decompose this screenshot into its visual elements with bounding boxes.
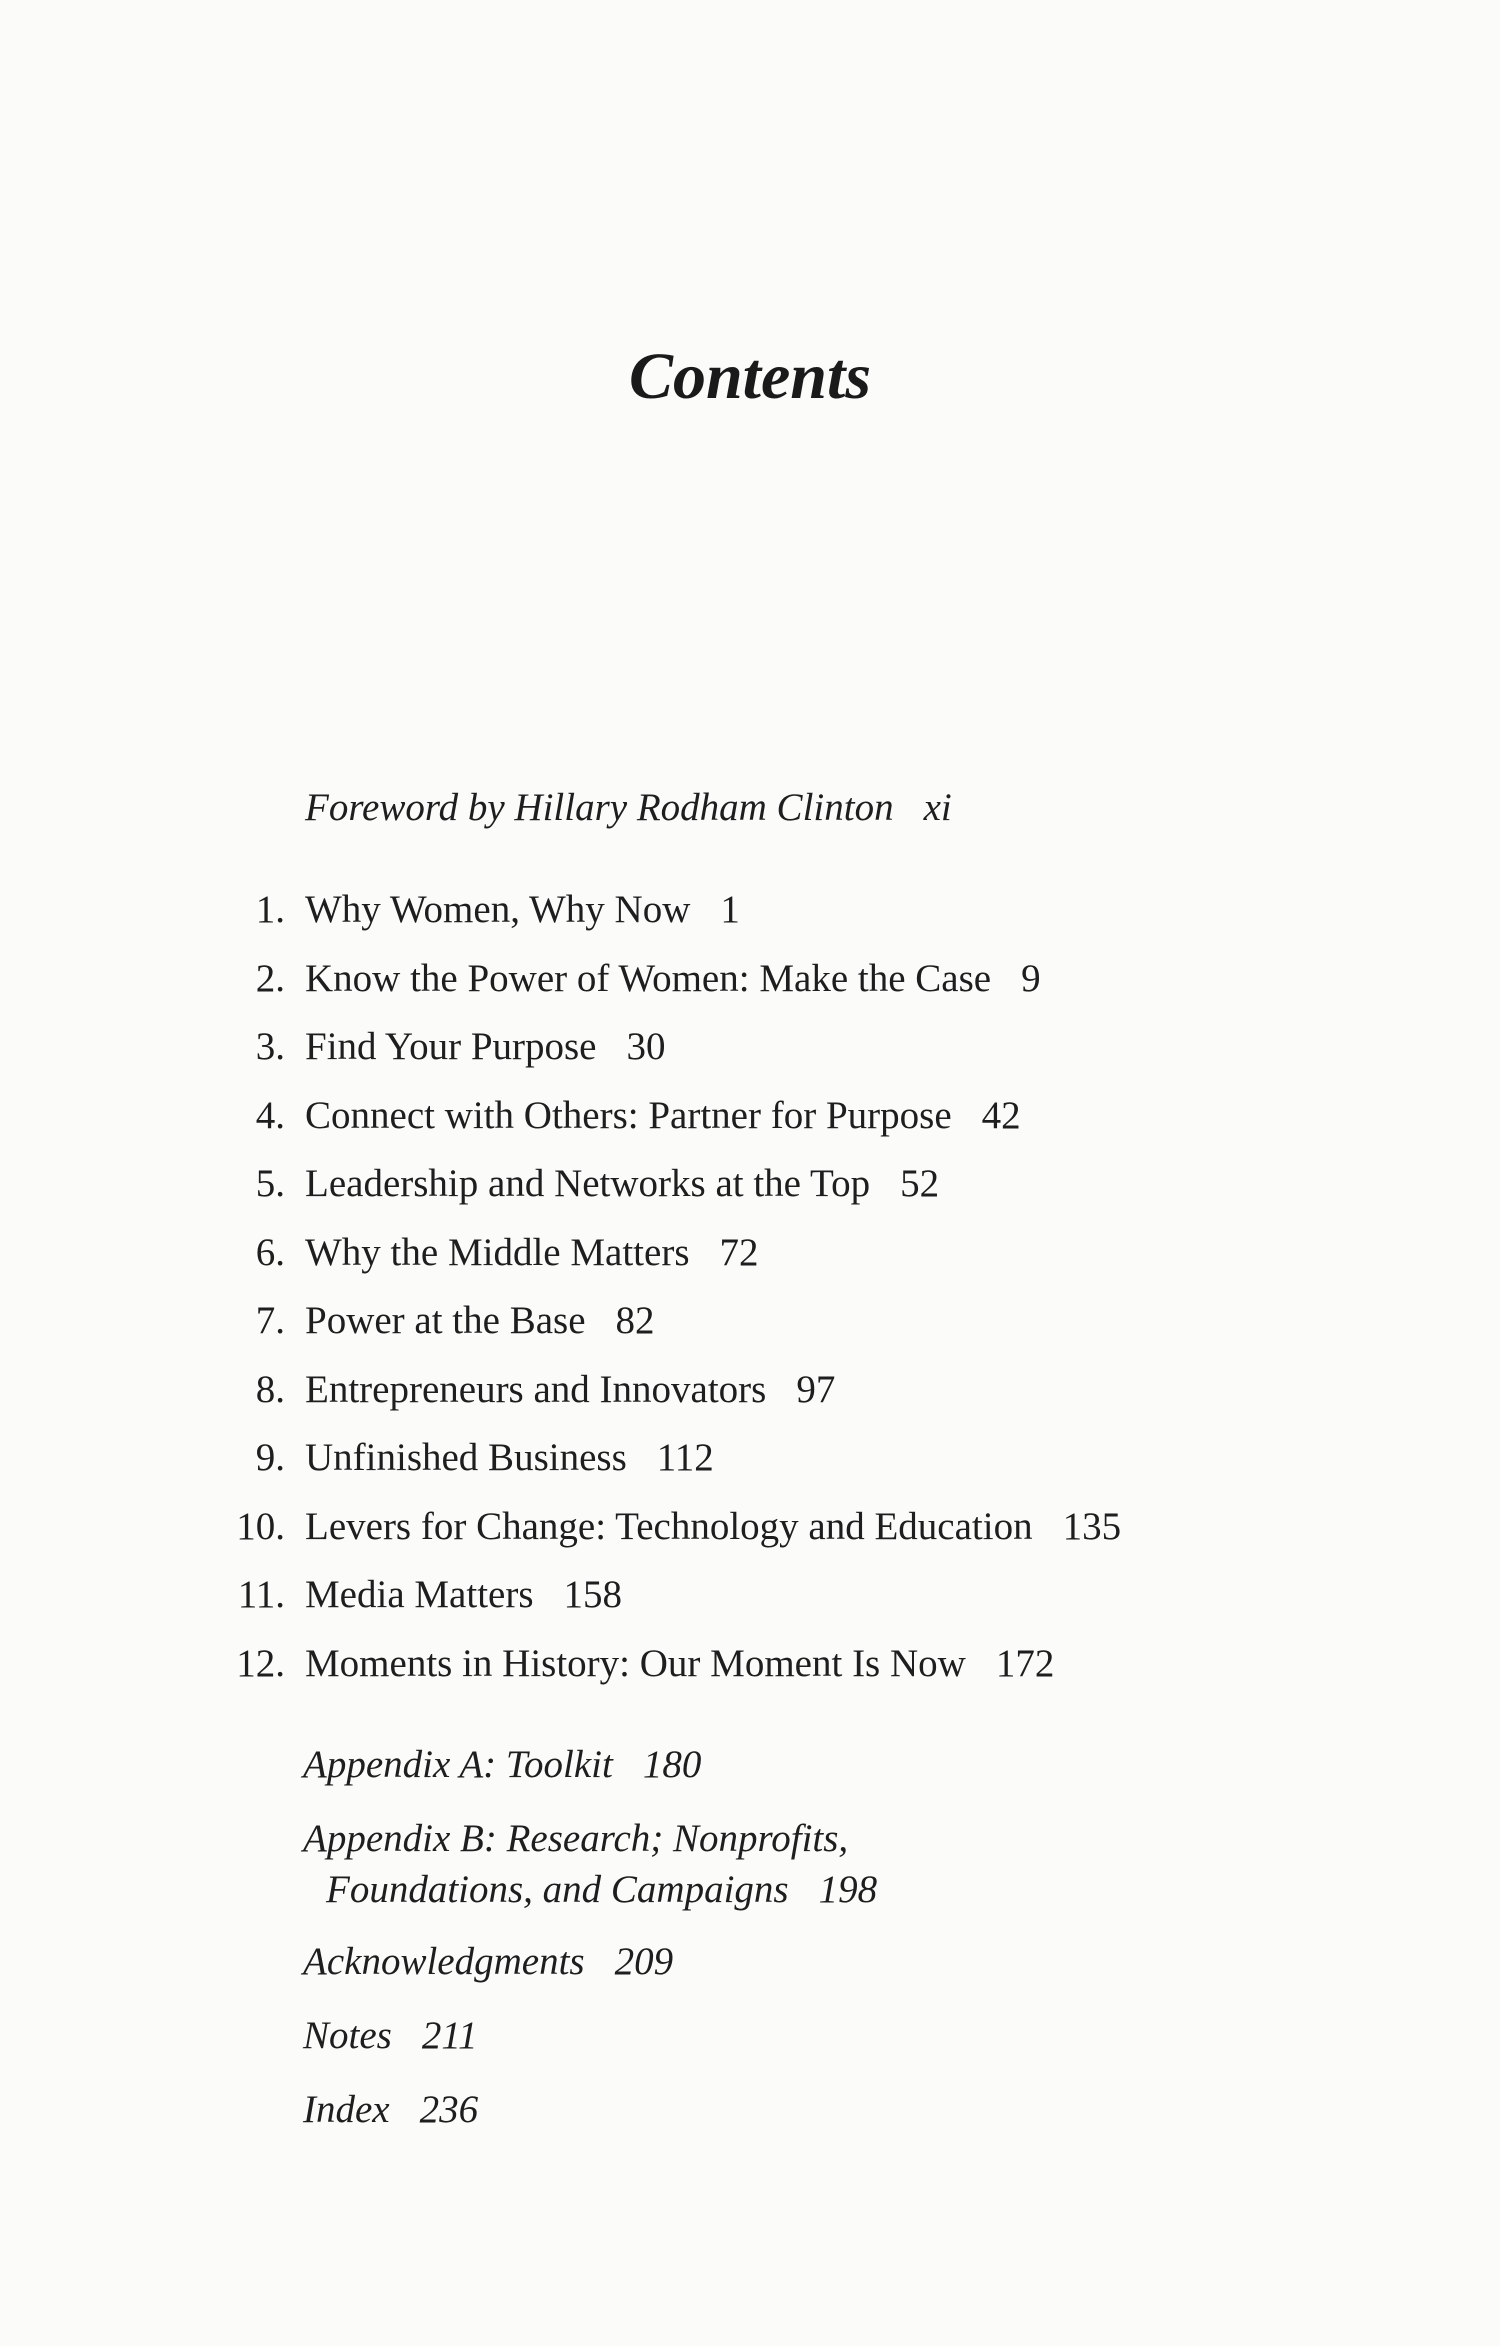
chapter-title: Moments in History: Our Moment Is Now	[305, 1641, 966, 1685]
chapter-number: 12.	[236, 1641, 285, 1685]
chapter-list	[0, 885, 1500, 1707]
chapter-page: 42	[981, 1093, 1021, 1137]
chapter-page: 158	[563, 1573, 623, 1616]
toc-entry-title: Notes	[303, 2014, 392, 2057]
chapter-number: 9.	[255, 1436, 285, 1479]
chapter-title: Know the Power of Women: Make the Case	[305, 956, 992, 1000]
chapter-page: 1	[720, 888, 740, 931]
toc-entry-appendix-b[interactable]	[303, 1814, 877, 1915]
toc-entry-chapter-7[interactable]	[0, 1296, 1500, 1365]
toc-entry-page: 198	[818, 1868, 878, 1911]
chapter-title: Find Your Purpose	[305, 1025, 597, 1068]
toc-entry-page: 180	[642, 1743, 702, 1786]
chapter-page: 30	[626, 1025, 666, 1068]
chapter-title: Levers for Change: Technology and Education	[305, 1504, 1033, 1548]
toc-entry-acknowledgments[interactable]	[303, 1937, 877, 1987]
chapter-title: Unfinished Business	[305, 1436, 627, 1479]
toc-entry-chapter-11[interactable]	[0, 1570, 1500, 1639]
chapter-title: Entrepreneurs and Innovators	[305, 1367, 767, 1411]
toc-entry-page: 211	[421, 2014, 478, 2057]
toc-entry-chapter-9[interactable]	[0, 1433, 1500, 1502]
toc-entry-chapter-6[interactable]	[0, 1228, 1500, 1297]
chapter-title: Leadership and Networks at the Top	[305, 1162, 871, 1205]
chapter-number: 3.	[255, 1025, 285, 1068]
toc-entry-chapter-1[interactable]	[0, 885, 1500, 954]
chapter-page: 135	[1062, 1504, 1122, 1548]
toc-entry-title: Index	[303, 2088, 390, 2131]
chapter-number: 1.	[255, 888, 285, 931]
toc-entry-title: Acknowledgments	[303, 1940, 585, 1983]
chapter-page: 9	[1021, 956, 1041, 1000]
chapter-page: 52	[900, 1162, 940, 1205]
toc-entry-chapter-8[interactable]	[0, 1365, 1500, 1434]
chapter-number: 11.	[237, 1573, 285, 1616]
chapter-title: Why the Middle Matters	[305, 1230, 690, 1274]
toc-entry-title: Foreword by Hillary Rodham Clinton	[305, 786, 894, 829]
chapter-title: Media Matters	[305, 1573, 534, 1616]
toc-entry-page: 236	[419, 2088, 479, 2131]
chapter-page: 112	[656, 1436, 714, 1479]
chapter-page: 72	[719, 1230, 759, 1274]
chapter-page: 172	[995, 1641, 1055, 1685]
toc-entry-title-line2: Foundations, and Campaigns	[326, 1868, 789, 1911]
chapter-number: 2.	[255, 956, 285, 1000]
toc-entry-foreword[interactable]	[305, 783, 952, 833]
chapter-number: 7.	[255, 1299, 285, 1342]
page-title: Contents	[628, 340, 872, 414]
chapter-page: 82	[615, 1299, 655, 1342]
toc-entry-page: 209	[614, 1940, 674, 1983]
chapter-title: Connect with Others: Partner for Purpose	[305, 1093, 952, 1137]
chapter-title: Why Women, Why Now	[305, 888, 691, 931]
toc-entry-chapter-2[interactable]	[0, 954, 1500, 1023]
toc-entry-chapter-3[interactable]	[0, 1022, 1500, 1091]
toc-entry-index[interactable]	[303, 2085, 877, 2135]
toc-entry-chapter-5[interactable]	[0, 1159, 1500, 1228]
chapter-page: 97	[796, 1367, 836, 1411]
chapter-number: 5.	[255, 1162, 285, 1205]
toc-entry-title: Appendix A: Toolkit	[303, 1743, 613, 1786]
chapter-number: 10.	[236, 1504, 285, 1548]
toc-entry-appendix-a[interactable]	[303, 1740, 877, 1790]
toc-entry-page: xi	[923, 786, 952, 829]
back-matter-list	[303, 1740, 877, 2159]
chapter-number: 4.	[255, 1093, 285, 1137]
chapter-number: 8.	[255, 1367, 285, 1411]
chapter-number: 6.	[255, 1230, 285, 1274]
toc-entry-chapter-4[interactable]	[0, 1091, 1500, 1160]
chapter-title: Power at the Base	[305, 1299, 586, 1342]
toc-entry-chapter-10[interactable]	[0, 1502, 1500, 1571]
toc-entry-notes[interactable]	[303, 2011, 877, 2061]
toc-entry-chapter-12[interactable]	[0, 1639, 1500, 1708]
toc-entry-title-line1: Appendix B: Research; Nonprofits,	[303, 1817, 849, 1860]
